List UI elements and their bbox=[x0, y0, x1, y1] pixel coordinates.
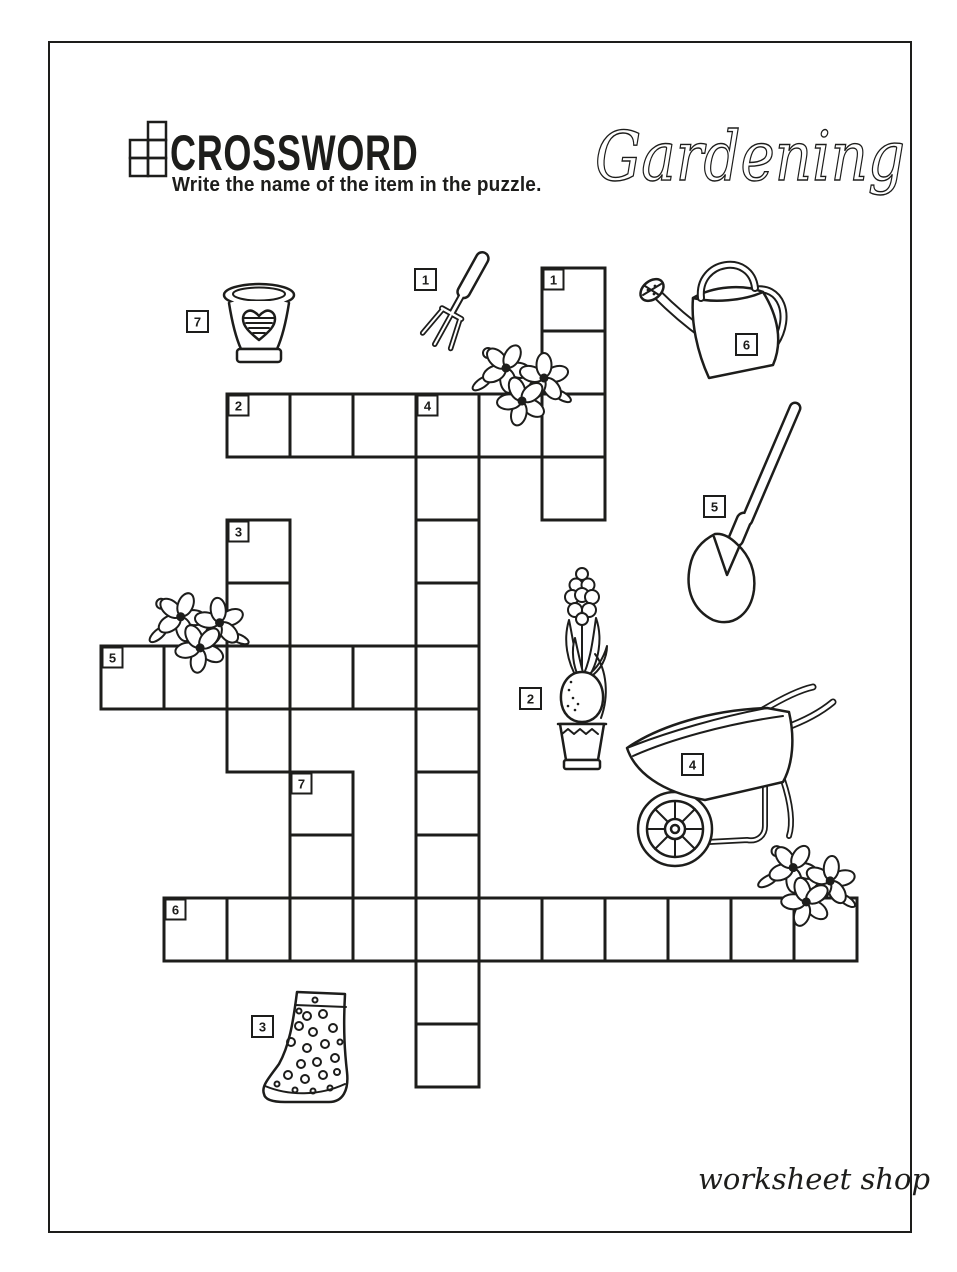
hyacinth-flower-illustration bbox=[558, 568, 607, 769]
instructions-text: Write the name of the item in the puzzle. bbox=[172, 174, 542, 196]
grid-number-1: 1 bbox=[549, 272, 558, 288]
crossword-cell-4-8[interactable] bbox=[416, 835, 479, 898]
crossword-cell-7-2[interactable] bbox=[290, 835, 353, 898]
crossword-cell-3-4[interactable] bbox=[227, 709, 290, 772]
crossword-cell-6-4[interactable] bbox=[353, 898, 416, 961]
crossword-cell-4-11[interactable] bbox=[416, 1024, 479, 1087]
grid-number-4: 4 bbox=[423, 398, 432, 414]
crossword-cell-6-5[interactable] bbox=[416, 898, 479, 961]
crossword-cell-5-3[interactable] bbox=[227, 646, 290, 709]
grid-number-7: 7 bbox=[297, 776, 306, 792]
item-label-number-garden-fork: 1 bbox=[421, 272, 430, 288]
brand-signature: worksheet shop bbox=[698, 1162, 931, 1196]
crossword-cell-5-5[interactable] bbox=[353, 646, 416, 709]
crossword-cell-2-6[interactable] bbox=[542, 394, 605, 457]
crossword-cell-2-3[interactable] bbox=[353, 394, 416, 457]
item-label-number-flower-pot: 7 bbox=[193, 314, 202, 330]
crossword-cell-4-2[interactable] bbox=[416, 457, 479, 520]
crossword-cell-1-4[interactable] bbox=[542, 457, 605, 520]
crossword-cell-4-10[interactable] bbox=[416, 961, 479, 1024]
crossword-grid bbox=[101, 268, 857, 1087]
crossword-cell-6-7[interactable] bbox=[542, 898, 605, 961]
grid-number-3: 3 bbox=[234, 524, 243, 540]
wheelbarrow-illustration bbox=[627, 687, 833, 866]
item-label-number-watering-can: 6 bbox=[742, 337, 751, 353]
crossword-cell-5-4[interactable] bbox=[290, 646, 353, 709]
crossword-cell-5-6[interactable] bbox=[416, 646, 479, 709]
garden-fork-illustration bbox=[421, 251, 496, 352]
grid-number-5: 5 bbox=[108, 650, 117, 666]
theme-title: Gardening bbox=[595, 118, 905, 197]
crossword-cell-4-7[interactable] bbox=[416, 772, 479, 835]
crossword-cell-6-8[interactable] bbox=[605, 898, 668, 961]
crossword-cell-6-2[interactable] bbox=[227, 898, 290, 961]
crossword-cell-4-6[interactable] bbox=[416, 709, 479, 772]
crossword-cell-4-3[interactable] bbox=[416, 520, 479, 583]
item-label-number-shovel: 5 bbox=[710, 499, 719, 515]
watering-can-illustration bbox=[636, 265, 783, 378]
grid-number-2: 2 bbox=[234, 398, 243, 414]
crossword-cell-6-9[interactable] bbox=[668, 898, 731, 961]
item-label-number-rain-boot: 3 bbox=[258, 1019, 267, 1035]
item-label-number-wheelbarrow: 4 bbox=[688, 757, 697, 773]
item-label-number-hyacinth-flower: 2 bbox=[526, 691, 535, 707]
rain-boot-illustration bbox=[263, 992, 347, 1102]
grid-number-6: 6 bbox=[171, 902, 180, 918]
crossword-cell-6-6[interactable] bbox=[479, 898, 542, 961]
page-title: CROSSWORD bbox=[170, 125, 419, 181]
flower-pot-illustration bbox=[224, 284, 294, 362]
crossword-cell-4-4[interactable] bbox=[416, 583, 479, 646]
crossword-cell-7-3[interactable] bbox=[290, 898, 353, 961]
crossword-cell-2-2[interactable] bbox=[290, 394, 353, 457]
